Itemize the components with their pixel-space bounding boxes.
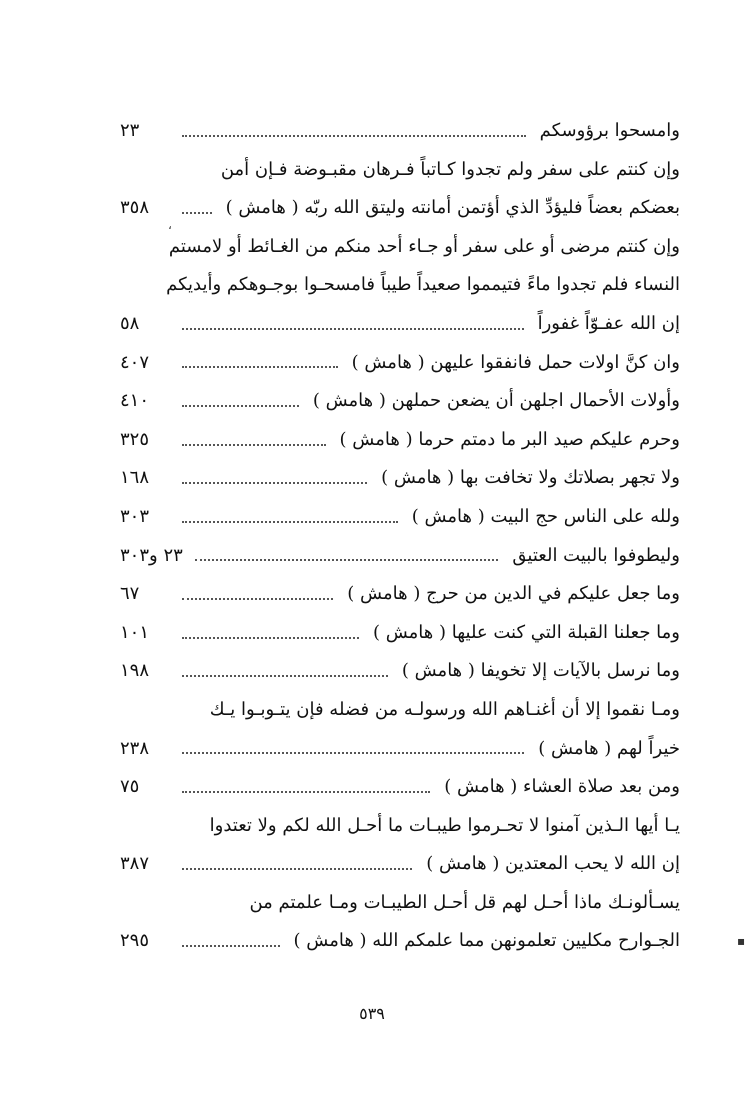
dot-leader bbox=[182, 867, 412, 870]
index-entry bbox=[120, 305, 680, 344]
entry-page-number: ٣٢٥ bbox=[120, 428, 150, 450]
entry-text: وامسحوا برؤوسكم bbox=[539, 120, 680, 141]
entry-text: وإن كنتم مرضى أو على سفر أو جـاء أحد منكم من الغـائط أو لامستم bbox=[168, 235, 680, 257]
index-entry bbox=[120, 382, 680, 421]
scan-mark: ▪ bbox=[737, 934, 745, 948]
entry-text: وليطوفوا بالبيت العتيق bbox=[512, 544, 680, 566]
dot-leader bbox=[182, 481, 367, 484]
index-entry bbox=[120, 691, 680, 730]
entry-page-number: ١٠١ bbox=[120, 621, 150, 643]
dot-leader bbox=[182, 404, 299, 407]
index-entry bbox=[120, 112, 680, 151]
entry-text: ومـا نقموا إلا أن أغنـاهم الله ورسولـه من فضله فإن يتـوبـوا يـك bbox=[209, 698, 680, 720]
dot-leader bbox=[182, 443, 326, 446]
dot-leader bbox=[182, 790, 430, 793]
entry-text: وما جعل عليكم في الدين من حرج ( هامش ) bbox=[347, 583, 680, 605]
entry-text: إن الله عفـوّاً غفوراً bbox=[537, 312, 680, 334]
entry-text: يسـألونـك ماذا أحـل لهم قل أحـل الطيبـات ومـا علمتم من bbox=[249, 891, 680, 913]
entry-page-number: ٢٩٥ bbox=[120, 930, 150, 952]
entry-page-number: ٢٣٨ bbox=[120, 737, 150, 759]
index-entry bbox=[120, 266, 680, 305]
entry-text: وأولات الأحمال اجلهن أن يضعن حملهن ( هامش ) bbox=[312, 390, 680, 412]
entry-page-number: ٤١٠ bbox=[120, 390, 150, 412]
entry-text: ولا تجهر بصلاتك ولا تخافت بها ( هامش ) bbox=[381, 467, 680, 489]
entry-page-number: ٧٥ bbox=[120, 776, 140, 798]
dot-leader bbox=[182, 597, 333, 600]
index-entry bbox=[120, 459, 680, 498]
entry-page-number: ٤٠٧ bbox=[120, 351, 150, 373]
dot-leader bbox=[182, 134, 526, 137]
entry-page-number: ٣٠٣ bbox=[120, 505, 150, 527]
index-entry bbox=[120, 498, 680, 537]
entry-page-number: ١٩٨ bbox=[120, 660, 150, 682]
index-entry bbox=[120, 189, 680, 228]
index-list bbox=[120, 112, 680, 961]
entry-text: إن الله لا يحب المعتدين ( هامش ) bbox=[426, 853, 680, 875]
index-entry bbox=[120, 845, 680, 884]
dot-leader bbox=[195, 558, 499, 561]
entry-page-number: ٣٥٨ bbox=[120, 197, 150, 219]
entry-text: بعضكم بعضاً فليؤدِّ الذي أؤتمن أمانته وليتق الله ربّه ( هامش ) bbox=[225, 197, 680, 219]
entry-text: وان كنَّ اولات حمل فانفقوا عليهن ( هامش ) bbox=[351, 351, 680, 373]
entry-page-number: ٥٨ bbox=[120, 312, 140, 334]
entry-page-number: ٢٣ bbox=[120, 120, 140, 141]
dot-leader bbox=[182, 520, 398, 523]
entry-page-number: ٦٧ bbox=[120, 583, 140, 605]
entry-page-number: ٣٨٧ bbox=[120, 853, 150, 875]
entry-page-number: ١٦٨ bbox=[120, 467, 150, 489]
index-entry bbox=[120, 537, 680, 576]
entry-text: وحرم عليكم صيد البر ما دمتم حرما ( هامش ) bbox=[339, 428, 680, 450]
index-entry bbox=[120, 614, 680, 653]
scan-mark: ، bbox=[168, 218, 172, 232]
index-entry bbox=[120, 421, 680, 460]
entry-text: ومن بعد صلاة العشاء ( هامش ) bbox=[444, 776, 680, 798]
dot-leader bbox=[182, 365, 338, 368]
entry-text: خيراً لهم ( هامش ) bbox=[538, 737, 680, 759]
index-entry bbox=[120, 730, 680, 769]
entry-text: ولله على الناس حج البيت ( هامش ) bbox=[411, 505, 680, 527]
dot-leader bbox=[182, 751, 524, 754]
entry-text: وما نرسل بالآيات إلا تخويفا ( هامش ) bbox=[401, 660, 680, 682]
dot-leader bbox=[182, 944, 280, 947]
index-entry bbox=[120, 884, 680, 923]
dot-leader bbox=[182, 674, 388, 677]
index-entry bbox=[120, 344, 680, 383]
index-entry bbox=[120, 652, 680, 691]
dot-leader bbox=[182, 327, 524, 330]
entry-text: وإن كنتم على سفر ولم تجدوا كـاتباً فـرهان مقبـوضة فـإن أمن bbox=[220, 158, 680, 180]
entry-page-number: ٢٣ و٣٠٣ bbox=[120, 544, 183, 566]
index-entry bbox=[120, 807, 680, 846]
index-entry bbox=[120, 575, 680, 614]
index-entry bbox=[120, 228, 680, 267]
index-entry bbox=[120, 151, 680, 190]
entry-text: وما جعلنا القبلة التي كنت عليها ( هامش ) bbox=[372, 621, 680, 643]
entry-text: الجـوارح مكليين تعلمونهن مما علمكم الله ( هامش ) bbox=[293, 930, 680, 952]
dot-leader bbox=[182, 211, 212, 214]
index-entry bbox=[120, 768, 680, 807]
page-number: ٥٣٩ bbox=[359, 1004, 385, 1023]
entry-text: يـا أيها الـذين آمنوا لا تحـرموا طيبـات ما أحـل الله لكم ولا تعتدوا bbox=[209, 814, 680, 836]
entry-text: النساء فلم تجدوا ماءً فتيمموا صعيداً طيباً فامسحـوا بوجـوهكم وأيديكم bbox=[166, 274, 680, 296]
dot-leader bbox=[182, 636, 359, 639]
index-entry bbox=[120, 922, 680, 961]
